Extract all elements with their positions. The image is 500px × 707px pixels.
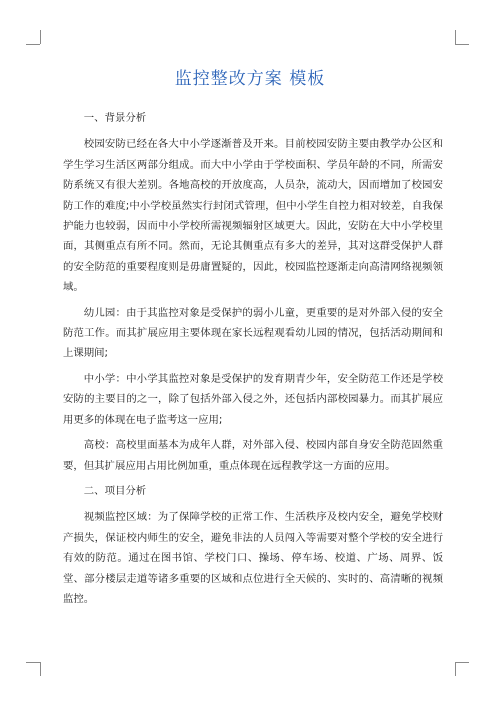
paragraph-university: 高校：高校里面基本为成年人群，对外部入侵、校园内部自身安全防范固然重要，但其扩展应用占用比例加重，重点体现在远程教学这一方面的应用。 bbox=[63, 439, 443, 472]
paragraph-background-overview: 校园安防已经在各大中小学逐渐普及开来。目前校园安防主要由教学办公区和学生学习生活区两部分组成。而大中小学由于学校面积、学员年龄的不同，所需安防系统又有很大差别。各地高校的开放度高，人员杂，流动大，因而增加了校园安防工作的难度;中小学校虽然实行封闭式管理，但中小学生自控力相对较差，自我保护能力也较弱，因而中小学校所需视频辐射区域更大。因此，安防在大中小学校里面，其侧重点有所不同。然而，无论其侧重点有多大的差异，其对这群受保护人群的安全防范的重要程度则是毋庸置疑的，因此，校园监控逐渐走向高清网络视频领域。 bbox=[63, 138, 443, 294]
document-body bbox=[63, 108, 443, 614]
section-heading-project: 二、项目分析 bbox=[83, 484, 147, 497]
paragraph-primary-secondary: 中小学：中小学其监控对象是受保护的发育期青少年，安全防范工作还是学校安防的主要目的之一，除了包括外部入侵之外，还包括内部校园暴力。而其扩展应用更多的体现在电子监考这一应用; bbox=[63, 372, 443, 426]
section-heading-background: 一、背景分析 bbox=[83, 112, 147, 124]
paragraph-monitoring-area: 视频监控区域：为了保障学校的正常工作、生活秩序及校内安全，避免学校财产损失，保证校内师生的安全，避免非法的人员闯入等需要对整个学校的安全进行有效的防范。通过在图书馆、学校门口、操场、停车场、校道、广场、周界、饭堂、部分楼层走道等诸多重要的区域和点位进行全天候的、实时的、高清晰的视频监控。 bbox=[63, 511, 443, 605]
paragraph-kindergarten: 幼儿园：由于其监控对象是受保护的弱小儿童，更重要的是对外部入侵的安全防范工作。而其扩展应用主要体现在家长远程观看幼儿园的情况，包括活动期间和上课期间; bbox=[63, 306, 443, 360]
document-title: 监控整改方案 模板 bbox=[174, 69, 326, 89]
